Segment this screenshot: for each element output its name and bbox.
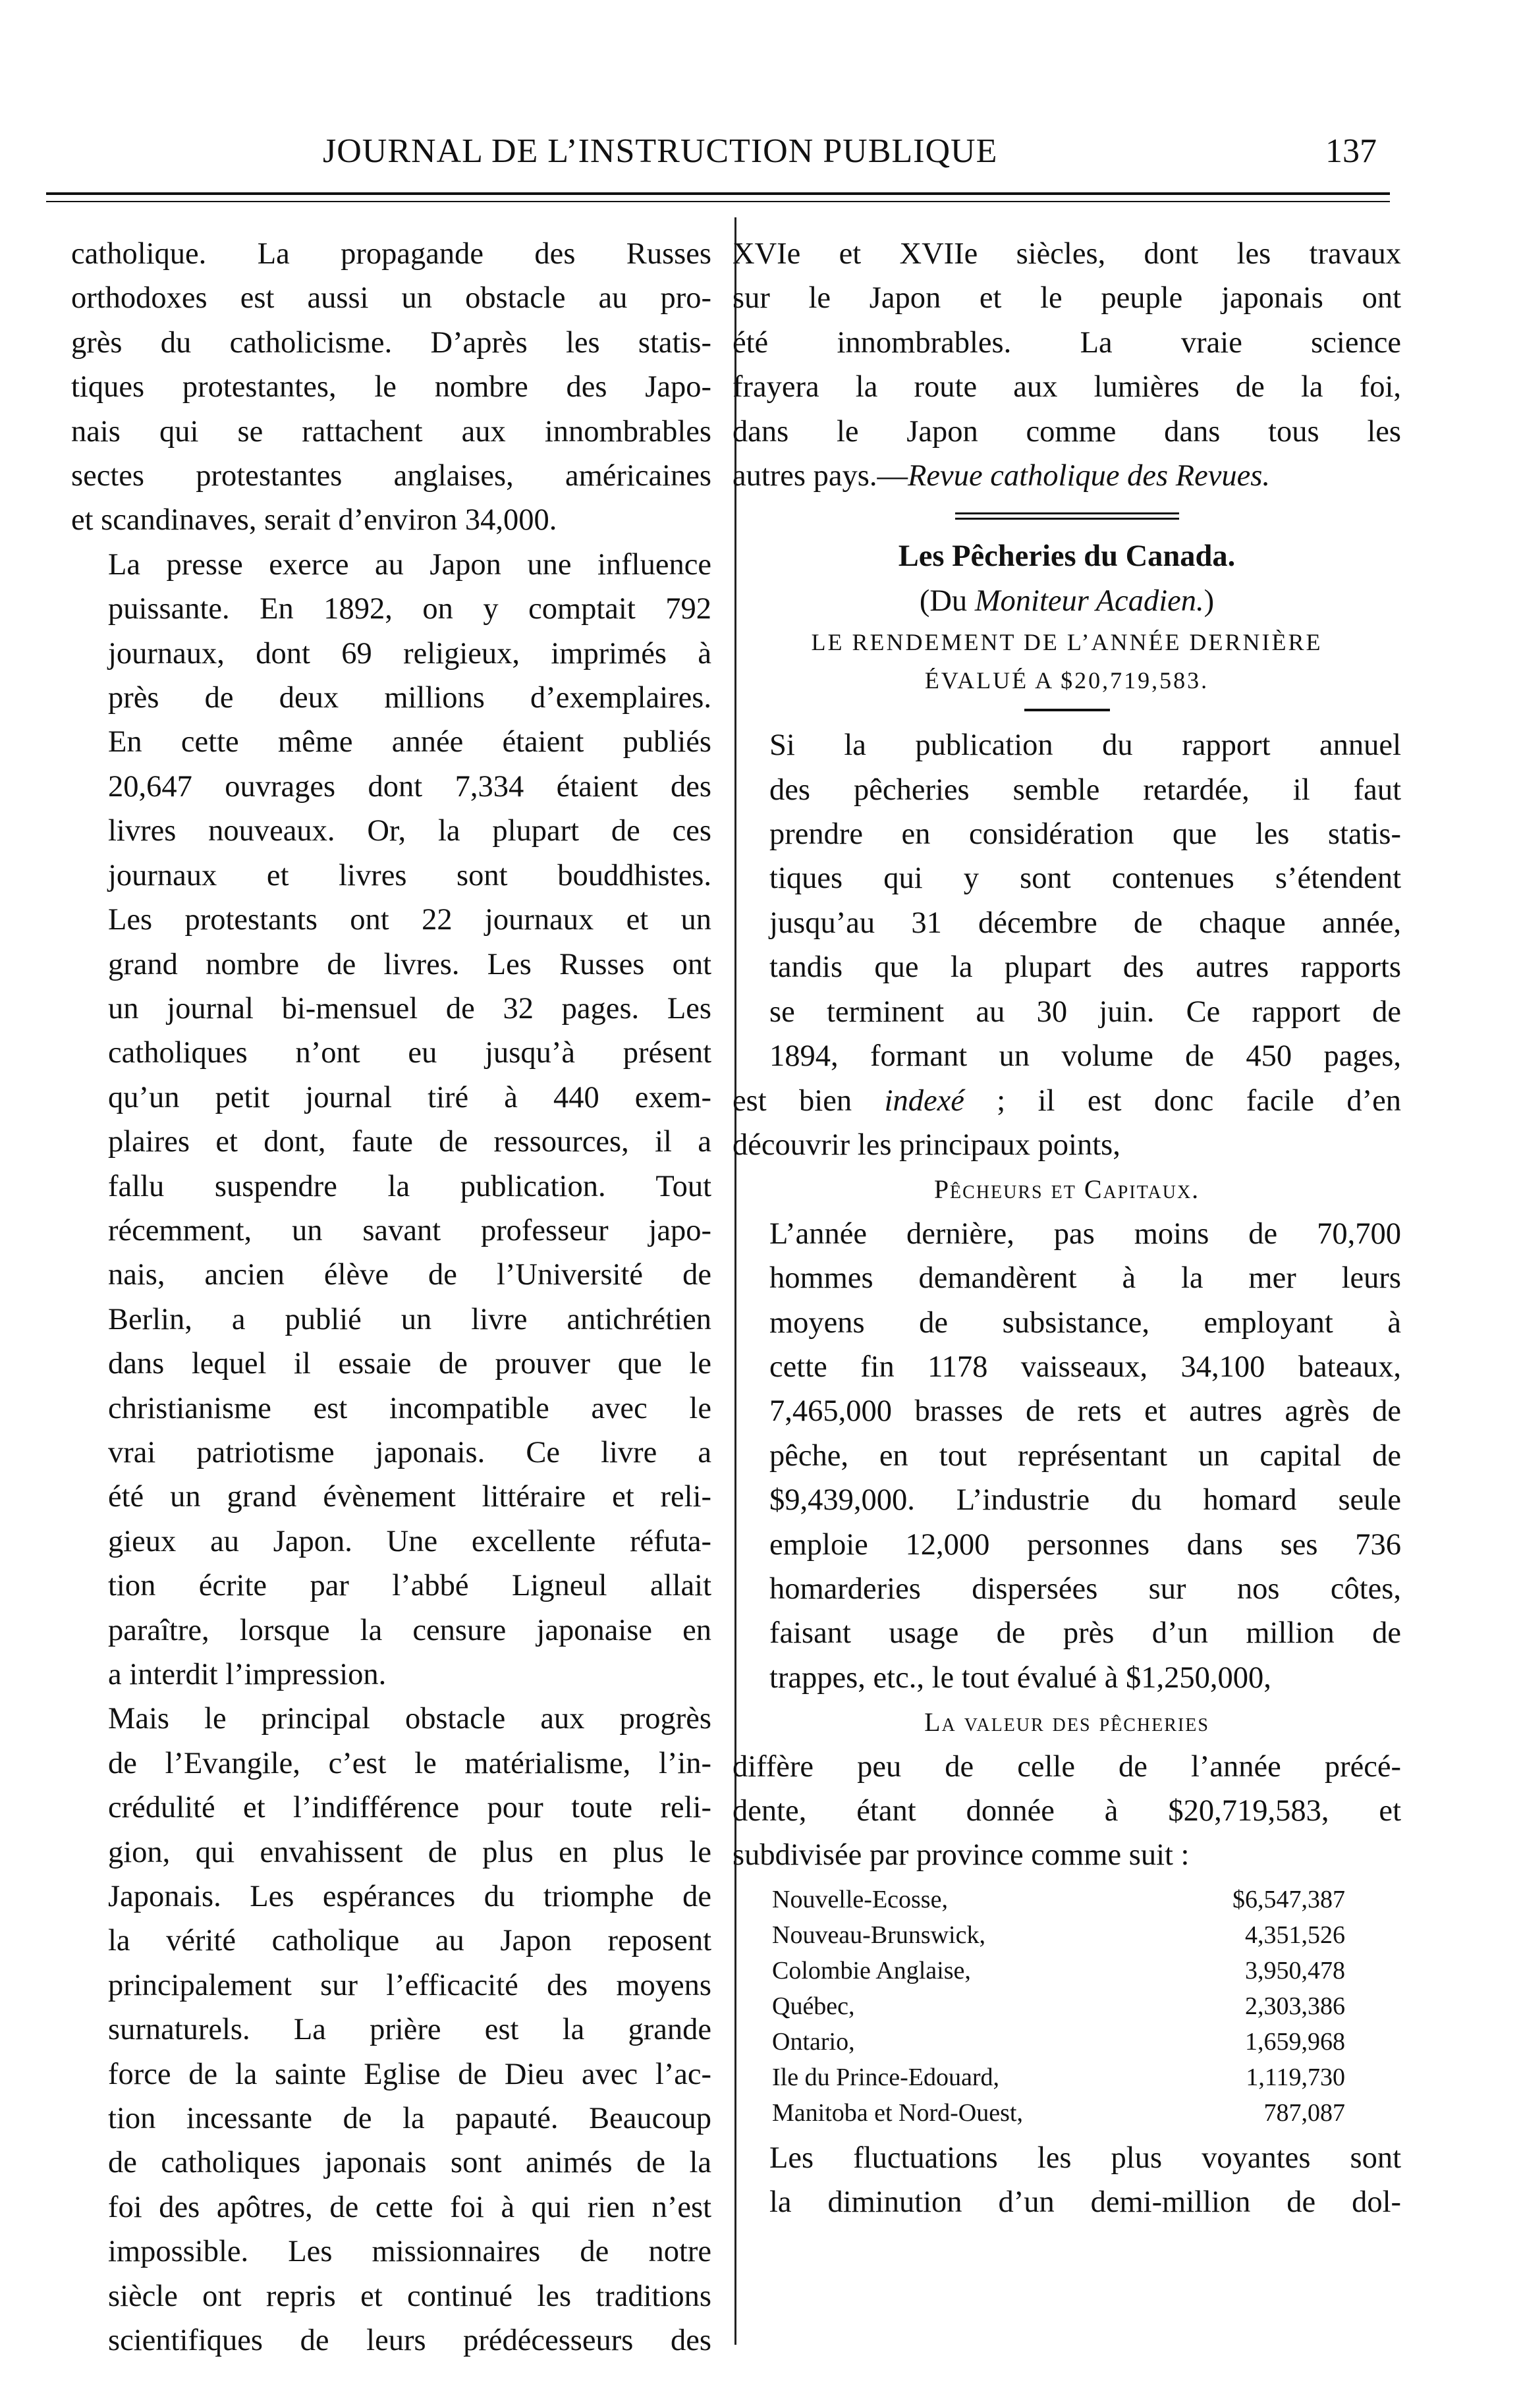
text-line: puissante. En 1892, on y comptait 792: [108, 592, 711, 626]
source-citation: Revue catholique des Revues.: [908, 459, 1271, 493]
text-line: catholique. La propagande des Russes: [71, 237, 711, 271]
text-line: $9,439,000. L’industrie du homard seule: [769, 1483, 1401, 1518]
value-cell: 4,351,526: [1245, 1921, 1345, 1949]
value-cell: 1,659,968: [1245, 2027, 1345, 2056]
text-fragment: (Du: [919, 584, 975, 618]
source-name: Moniteur Acadien.: [974, 584, 1204, 618]
text-line: la vérité catholique au Japon reposent: [108, 1924, 711, 1958]
text-line: tiques qui y sont contenues s’étendent: [769, 862, 1401, 896]
text-line: sectes protestantes anglaises, américaines: [71, 459, 711, 493]
text-line: trappes, etc., le tout évalué à $1,250,000,: [769, 1660, 1271, 1695]
text-line: grand nombre de livres. Les Russes ont: [108, 947, 711, 981]
text-line: gieux au Japon. Une excellente réfuta-: [108, 1524, 711, 1558]
text-line: 20,647 ouvrages dont 7,334 étaient des: [108, 769, 711, 804]
province-cell: Ile du Prince-Edouard,: [772, 2063, 1000, 2091]
text-line: journaux et livres sont bouddhistes.: [108, 858, 711, 892]
text-line: Mais le principal obstacle aux progrès: [108, 1702, 711, 1736]
value-cell: 1,119,730: [1246, 2063, 1345, 2091]
right-paragraph-3: [733, 1212, 1401, 1700]
province-cell: Manitoba et Nord-Ouest,: [772, 2098, 1023, 2127]
text-line: emploie 12,000 personnes dans ses 736: [769, 1527, 1401, 1562]
article-title: Les Pêcheries du Canada.: [898, 539, 1236, 574]
page-header: [46, 132, 1390, 178]
text-line: a interdit l’impression.: [108, 1658, 387, 1691]
province-cell: Nouveau-Brunswick,: [772, 1921, 985, 1949]
section-separator: [955, 512, 1179, 520]
text-fragment: est bien: [733, 1083, 885, 1118]
table-row: [772, 1953, 1345, 1988]
text-line: nais, ancien élève de l’Université de: [108, 1258, 711, 1292]
deck-line-1: LE RENDEMENT DE L’ANNÉE DERNIÈRE: [811, 629, 1323, 656]
right-paragraph-5: [733, 2136, 1401, 2225]
text-line: Japonais. Les espérances du triomphe de: [108, 1880, 711, 1914]
text-line: foi des apôtres, de cette foi à qui rien n’est: [108, 2190, 711, 2224]
text-fragment: autres pays.—: [733, 459, 908, 493]
text-line: jusqu’au 31 décembre de chaque année,: [769, 906, 1401, 940]
text-line: se terminent au 30 juin. Ce rapport de: [769, 995, 1401, 1029]
text-line: vrai patriotisme japonais. Ce livre a: [108, 1435, 711, 1469]
province-cell: Ontario,: [772, 2027, 855, 2056]
value-cell: 2,303,386: [1245, 1992, 1345, 2020]
text-line: tion incessante de la papauté. Beaucoup: [108, 2102, 711, 2136]
text-line: et scandinaves, serait d’environ 34,000.: [71, 503, 557, 537]
text-line: XVIe et XVIIe siècles, dont les travaux: [733, 237, 1401, 271]
text-line: grès du catholicisme. D’après les statis-: [71, 325, 711, 360]
text-line: crédulité et l’indifférence pour toute reli-: [108, 1791, 711, 1825]
text-line: homarderies dispersées sur nos côtes,: [769, 1572, 1401, 1606]
text-line: L’année dernière, pas moins de 70,700: [769, 1217, 1401, 1251]
text-line: prendre en considération que les statis-: [769, 817, 1401, 852]
left-paragraph-3: [71, 1697, 711, 2363]
value-cell: 787,087: [1263, 2098, 1345, 2127]
text-line: scientifiques de leurs prédécesseurs des: [108, 2324, 711, 2358]
text-line: [733, 1079, 1401, 1123]
right-column: [733, 232, 1401, 2225]
text-line: subdivisée par province comme suit :: [733, 1838, 1190, 1873]
text-line: Berlin, a publié un livre antichrétien: [108, 1302, 711, 1336]
text-line: qu’un petit journal tiré à 440 exem-: [108, 1080, 711, 1114]
text-line: christianisme est incompatible avec le: [108, 1391, 711, 1425]
text-line: livres nouveaux. Or, la plupart de ces: [108, 814, 711, 848]
text-fragment: ; il est donc facile d’en: [964, 1083, 1401, 1118]
text-line: sur le Japon et le peuple japonais ont: [733, 281, 1401, 315]
text-line: gion, qui envahissent de plus en plus le: [108, 1835, 711, 1869]
italic-word: indexé: [884, 1083, 964, 1118]
text-fragment: ): [1203, 584, 1215, 618]
text-line: été un grand évènement littéraire et reli-: [108, 1480, 711, 1514]
fisheries-table: [772, 1882, 1345, 2131]
text-line: dans le Japon comme dans tous les: [733, 414, 1401, 449]
province-cell: Québec,: [772, 1992, 855, 2020]
header-rule-thin: [46, 201, 1390, 202]
table-row: [772, 2095, 1345, 2131]
text-line: tandis que la plupart des autres rapports: [769, 950, 1401, 985]
text-line: faisant usage de près d’un million de: [769, 1616, 1401, 1651]
right-paragraph-4: [733, 1745, 1401, 1878]
page-number: 137: [1325, 132, 1377, 170]
text-line: Si la publication du rapport annuel: [769, 728, 1401, 763]
left-column: [71, 232, 711, 2363]
text-line: cette fin 1178 vaisseaux, 34,100 bateaux,: [769, 1350, 1401, 1384]
text-line: dente, étant donnée à $20,719,583, et: [733, 1794, 1401, 1828]
value-cell: 3,950,478: [1245, 1956, 1345, 1984]
text-line: Les protestants ont 22 journaux et un: [108, 903, 711, 937]
header-rule-thick: [46, 192, 1390, 195]
text-line: tion écrite par l’abbé Ligneul allait: [108, 1569, 711, 1603]
text-line: frayera la route aux lumières de la foi,: [733, 370, 1401, 404]
text-line: 7,465,000 brasses de rets et autres agrès de: [769, 1394, 1401, 1429]
text-line: moyens de subsistance, employant à: [769, 1305, 1401, 1340]
text-line: fallu suspendre la publication. Tout: [108, 1169, 711, 1203]
article-source: [733, 579, 1401, 623]
text-line: hommes demandèrent à la mer leurs: [769, 1261, 1401, 1296]
title-separator: [1024, 709, 1110, 711]
text-line: impossible. Les missionnaires de notre: [108, 2235, 711, 2269]
right-paragraph-2: [733, 723, 1401, 1078]
table-row: [772, 1882, 1345, 1917]
text-line: pêche, en tout représentant un capital de: [769, 1438, 1401, 1473]
subhead-valeur: La valeur des pêcheries: [924, 1707, 1209, 1738]
text-line: 1894, formant un volume de 450 pages,: [769, 1039, 1401, 1074]
text-line: près de deux millions d’exemplaires.: [108, 681, 711, 715]
text-line: des pêcheries semble retardée, il faut: [769, 773, 1401, 807]
province-cell: Nouvelle-Ecosse,: [772, 1885, 948, 1913]
text-line: paraître, lorsque la censure japonaise en: [108, 1613, 711, 1647]
table-row: [772, 1917, 1345, 1953]
text-line: de l’Evangile, c’est le matérialisme, l’in-: [108, 1746, 711, 1780]
right-paragraph-1-end: [733, 454, 1401, 498]
text-line: orthodoxes est aussi un obstacle au pro-: [71, 281, 711, 315]
text-line: La presse exerce au Japon une influence: [108, 547, 711, 582]
running-title: JOURNAL DE L’INSTRUCTION PUBLIQUE: [323, 132, 998, 170]
text-line: En cette même année étaient publiés: [108, 725, 711, 759]
province-cell: Colombie Anglaise,: [772, 1956, 971, 1984]
text-line: principalement sur l’efficacité des moyens: [108, 1968, 711, 2002]
deck-line-2: ÉVALUÉ A $20,719,583.: [924, 667, 1209, 694]
text-line: été innombrables. La vraie science: [733, 325, 1401, 360]
text-line: nais qui se rattachent aux innombrables: [71, 414, 711, 449]
text-line: siècle ont repris et continué les traditions: [108, 2279, 711, 2313]
text-line: un journal bi-mensuel de 32 pages. Les: [108, 991, 711, 1026]
table-row: [772, 2060, 1345, 2095]
right-paragraph-1: [733, 232, 1401, 454]
text-line: catholiques n’ont eu jusqu’à présent: [108, 1036, 711, 1070]
text-line: Les fluctuations les plus voyantes sont: [769, 2141, 1401, 2175]
text-line: dans lequel il essaie de prouver que le: [108, 1347, 711, 1381]
right-paragraph-2-end: découvrir les principaux points,: [733, 1128, 1120, 1162]
text-line: surnaturels. La prière est la grande: [108, 2013, 711, 2047]
left-paragraph-2: [71, 543, 711, 1697]
text-line: journaux, dont 69 religieux, imprimés à: [108, 636, 711, 670]
subhead-pecheurs: Pêcheurs et Capitaux.: [933, 1174, 1200, 1205]
text-line: la diminution d’un demi-million de dol-: [769, 2185, 1401, 2220]
text-line: force de la sainte Eglise de Dieu avec l’ac-: [108, 2057, 711, 2091]
text-line: de catholiques japonais sont animés de la: [108, 2146, 711, 2180]
text-line: plaires et dont, faute de ressources, il a: [108, 1125, 711, 1159]
value-cell: $6,547,387: [1232, 1885, 1345, 1913]
text-line: diffère peu de celle de l’année précé-: [733, 1749, 1401, 1784]
table-row: [772, 2024, 1345, 2060]
left-paragraph-1: [71, 232, 711, 543]
text-line: récemment, un savant professeur japo-: [108, 1213, 711, 1247]
table-row: [772, 1988, 1345, 2024]
right-paragraph-2-line-9: [733, 1079, 1401, 1123]
text-line: tiques protestantes, le nombre des Japo-: [71, 370, 711, 404]
